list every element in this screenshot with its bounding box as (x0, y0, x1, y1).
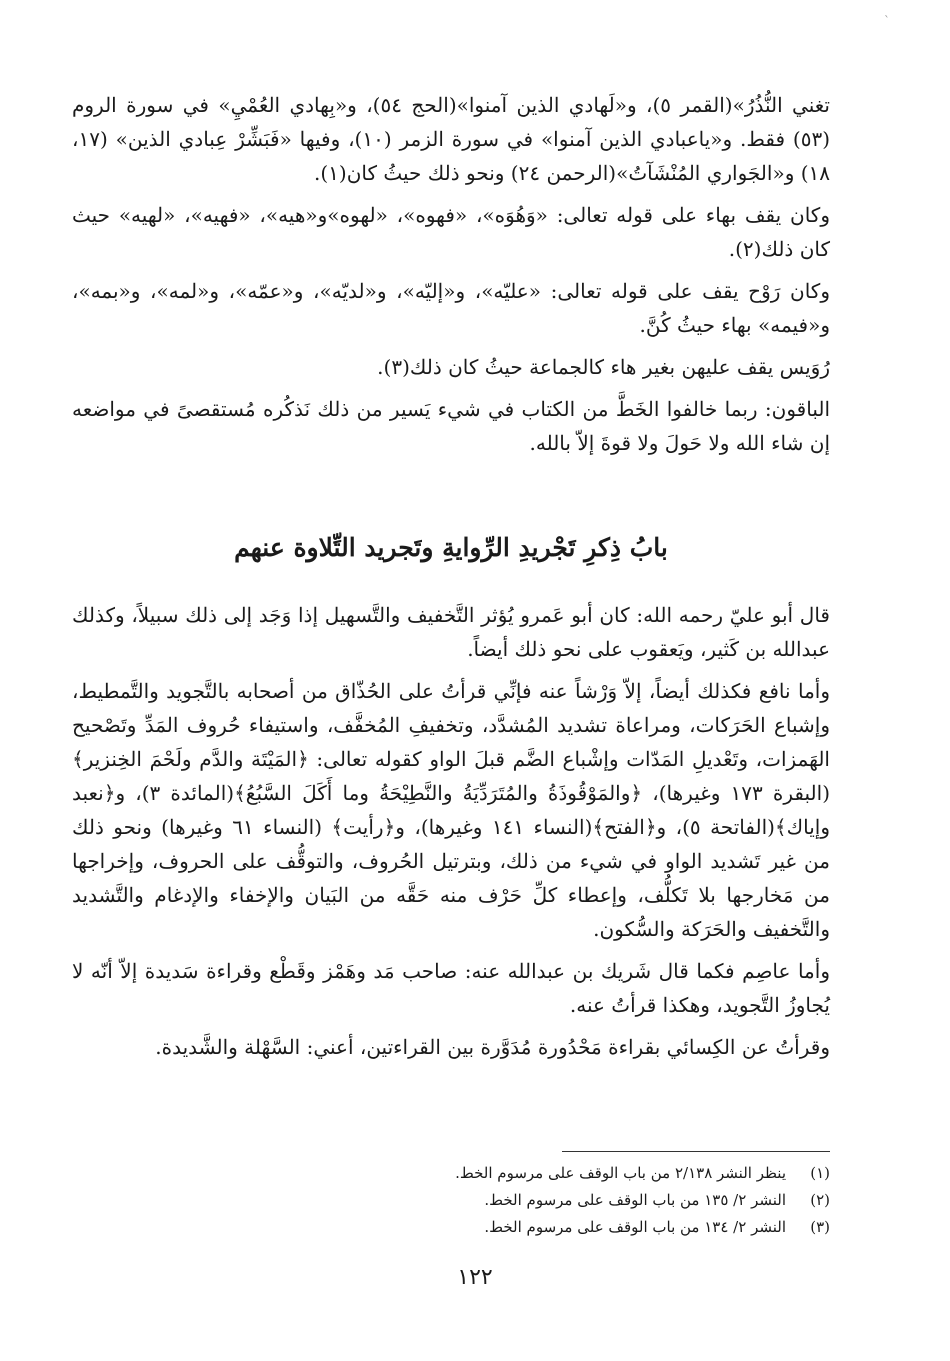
footnote-number: (٣) (810, 1218, 830, 1236)
scan-mark: ˋ (884, 14, 890, 28)
footnote (72, 1160, 830, 1187)
footnote-number: (١) (810, 1164, 830, 1182)
footnote-text: ينظر النشر ٢/١٣٨ من باب الوقف على مرسوم الخط. (455, 1164, 786, 1182)
footnote-number: (٢) (810, 1191, 830, 1209)
paragraph: تغني النُّذُرُ»(القمر ٥)، و«لَهادي الذين آمنوا»(الحج ٥٤)، و«بِهادي العُمْيِ» في سورة الروم (٥٣) فقط. و«ياعبادي الذين آمنوا» في سورة الزمر (١٠)، وفيها «فَبَشِّرْ عِبادي الذين» (١٧، ١٨) و«الجَواري المُنْشَآتُ»(الرحمن ٢٤) ونحو ذلك حيثُ كان(١). (72, 93, 831, 185)
footnotes (72, 1160, 830, 1241)
paragraph: وقرأتُ عن الكِسائي بقراءة مَحْدُورة مُدَوَّرة بين القراءتين، أعني: السَّهْلة والشَّديدة. (155, 1035, 830, 1059)
paragraph: الباقون: ربما خالفوا الخَطَّ من الكتاب في شيء يَسير من ذلك نَذكُره مُستقصىً في مواضعه إن شاء الله ولا حَولَ ولا قوةَ إلاّ بالله. (72, 397, 830, 455)
footnote-text: النشر ٢/ ١٣٥ من باب الوقف على مرسوم الخط. (484, 1191, 786, 1209)
paragraph: قال أبو عليّ رحمه الله: كان أبو عَمرو يُؤثر التَّخفيف والتَّسهيل إذا وَجَد إلى ذلك سبيلاً، وكذلك عبدالله بن كَثير، ويَعقوب على نحو ذلك أيضاً. (72, 603, 830, 661)
chapter-heading: بابُ ذِكرِ تَجْريدِ الرِّوايةِ وتَجريد التِّلاوة عنهم (234, 533, 668, 562)
main-text-block (72, 598, 830, 1064)
top-text-block (72, 88, 830, 460)
paragraph: وكان رَوْح يقف على قوله تعالى: «عليّه»، و«إليّه»، و«لديّه»، و«عمّه»، و«لمه»، و«بمه»، و«فيمه» بهاء حيثُ كُنَّ. (72, 279, 830, 337)
paragraph: وأما نافع فكذلك أيضاً، إلاّ وَرْشاً عنه فإنِّي قرأتُ على الحُذّاق من أصحابه بالتَّجويد والتَّمطيط، وإشباع الحَرَكات، ومراعاة تشديد المُشدَّد، وتخفيفِ المُخفَّف، واستيفاء حُروف المَدِّ وتَصْحيح الهَمزات، وتَعْديلِ المَدّات وإشْباع الضَّم قبلَ الواو كقوله تعالى: ﴿المَيْتَة والدَّم ولَحْمَ الخِنزير﴾(البقرة ١٧٣ وغيرها)، ﴿والمَوْقُوذَةُ والمُتَرَدِّيَةُ والنَّطِيْحَةُ وما أَكَلَ السَّبُعُ﴾(المائدة ٣)، و﴿نعبد وإياك﴾(الفاتحة ٥)، و﴿الفتح﴾(النساء ١٤١ وغيرها)، و﴿رأيت﴾ (النساء ٦١ وغيرها) ونحو ذلك من غير تَشديد الواو في شيء من ذلك، وبترتيل الحُروف، والتوقُّف على الحروف، وإخراجها من مَخارجها بلا تَكلُّف، وإعطاء كلِّ حَرْف منه حَقَّه من البَيان والإخفاء والإدغام والتَّشديد والتَّخفيف والحَرَكة والسُّكون. (72, 679, 831, 941)
paragraph: وكان يقف بهاء على قوله تعالى: «وَهُوَه»، «فهوه»، «لهوه»و«هيه»، «فهيه»، «لهيه» حيث كان ذلك(٢). (72, 203, 830, 261)
paragraph: وأما عاصِم فكما قال شَريك بن عبدالله عنه: صاحب مَد وهَمْز وقَطْع وقراءة سَديدة إلاّ أنّه لا يُجاوزُ التَّجويد، وهكذا قرأتُ عنه. (72, 959, 830, 1017)
footnote-divider (562, 1151, 830, 1152)
footnote-text: النشر ٢/ ١٣٤ من باب الوقف على مرسوم الخط. (484, 1218, 786, 1236)
footnote (72, 1214, 830, 1241)
page-number: ١٢٢ (457, 1265, 493, 1290)
footnote (72, 1187, 830, 1214)
paragraph: رُوَيس يقف عليهن بغير هاء كالجماعة حيثُ كان ذلك(٣). (377, 355, 830, 379)
